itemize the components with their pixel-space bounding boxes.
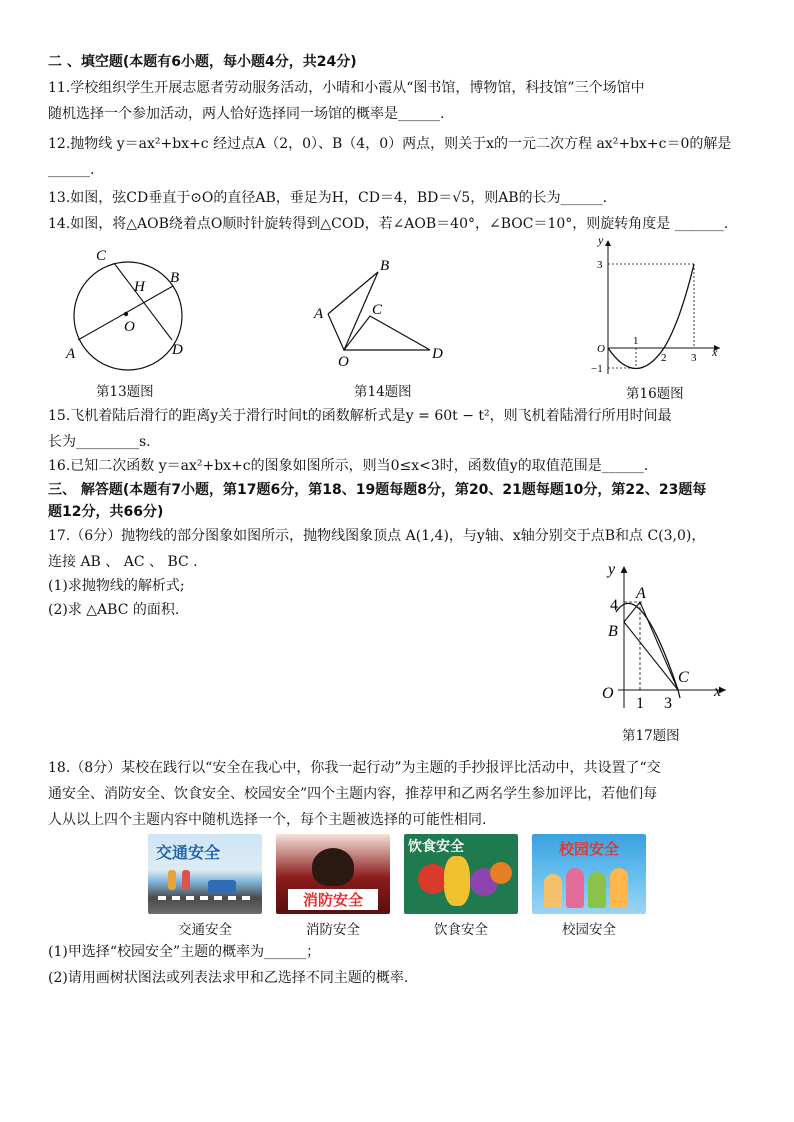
label-c: C: [96, 248, 107, 264]
poster-campus-safety: [532, 834, 646, 914]
origin-label: O: [602, 685, 614, 702]
figure-16-caption: 第16题图: [626, 386, 684, 402]
question-17-part-2: (2)求 △ABC 的面积.: [48, 602, 180, 618]
origin-label: O: [597, 343, 605, 355]
label-o: O: [124, 319, 135, 335]
poster-caption-campus: 校园安全: [562, 922, 616, 938]
question-11-line-1: 11.学校组织学生开展志愿者劳动服务活动，小晴和小霞从“图书馆，博物馆，科技馆”三个场馆中: [48, 80, 645, 96]
figure-17-parabola-graph: [594, 558, 734, 718]
center-point: [124, 312, 128, 316]
circle-o: [74, 262, 182, 370]
parabola-curve: [616, 603, 680, 698]
label-o: O: [338, 354, 349, 370]
question-18-part-2: (2)请用画树状图法或列表法求甲和乙选择不同主题的概率.: [48, 970, 409, 986]
figure-13-circle-diagram: [60, 244, 200, 380]
question-12-line-2: ______.: [48, 162, 95, 178]
label-d: D: [432, 346, 443, 362]
question-18-part-1: (1)甲选择“校园安全”主题的概率为______；: [48, 944, 321, 960]
label-d: D: [172, 342, 183, 358]
figure-14-rotation-diagram: [308, 254, 458, 372]
question-18-line-1: 18.（8分）某校在践行以“安全在我心中，你我一起行动”为主题的手抄报评比活动中，共设置了“交: [48, 760, 661, 776]
label-c: C: [678, 669, 689, 686]
label-b: B: [608, 623, 618, 640]
question-17-line-2: 连接 AB 、 AC 、 BC .: [48, 554, 198, 570]
tick-y-neg1: −1: [591, 363, 603, 375]
label-b: B: [380, 258, 390, 274]
question-12-line-1: 12.抛物线 y＝ax²+bx+c 经过点A（2，0）、B（4，0）两点，则关于x的一元二次方程 ax²+bx+c＝0的解是: [48, 136, 732, 152]
poster-food-safety: [404, 834, 518, 914]
tick-x-1: 1: [636, 695, 644, 712]
question-17-line-1: 17.（6分）抛物线的部分图象如图所示，抛物线图象顶点 A(1,4)，与y轴、x轴分别交于点B和点 C(3,0)，: [48, 528, 706, 544]
segment-ab: [624, 602, 640, 622]
parabola-curve: [608, 264, 694, 369]
poster-traffic-safety: [148, 834, 262, 914]
figure-16-function-graph: [588, 234, 728, 382]
segment-ac: [640, 602, 678, 690]
poster-banner: 饮食安全: [408, 839, 464, 855]
section-heading-answer-line-2: 题12分，共66分): [48, 504, 164, 520]
tick-y-4: 4: [610, 597, 618, 614]
label-a: A: [636, 585, 646, 602]
figure-17-caption: 第17题图: [622, 728, 680, 744]
tick-x-3: 3: [691, 352, 697, 364]
segment-bc: [624, 622, 678, 690]
question-11-line-2: 随机选择一个参加活动，两人恰好选择同一场馆的概率是______.: [48, 106, 445, 122]
axis-y-label: y: [598, 234, 604, 247]
poster-fire-safety: [276, 834, 390, 914]
figure-13-caption: 第13题图: [96, 384, 154, 400]
poster-banner: 交通安全: [156, 843, 221, 862]
question-15-line-1: 15.飞机着陆后滑行的距离y关于滑行时间t的函数解析式是y = 60t − t²，则飞机着陆滑行所用时间最: [48, 408, 672, 424]
label-c: C: [372, 302, 383, 318]
axis-x-label: x: [712, 345, 718, 359]
question-18-line-3: 人从以上四个主题内容中随机选择一个，每个主题被选择的可能性相同.: [48, 812, 487, 828]
label-a: A: [314, 306, 324, 322]
question-14: 14.如图，将△AOB绕着点O顺时针旋转得到△COD，若∠AOB＝40°，∠BOC＝10°，则旋转角度是 _______.: [48, 216, 729, 232]
poster-caption-fire: 消防安全: [306, 922, 360, 938]
tick-x-1: 1: [633, 335, 639, 347]
question-16: 16.已知二次函数 y＝ax²+bx+c的图象如图所示，则当0≤x<3时，函数值y的取值范围是______.: [48, 458, 649, 474]
label-b: B: [170, 270, 180, 286]
poster-banner: 校园安全: [558, 840, 619, 858]
label-a: A: [66, 346, 76, 362]
section-heading-fill-blank: 二 、填空题(本题有6小题，每小题4分，共24分): [48, 54, 357, 70]
question-17-part-1: (1)求抛物线的解析式;: [48, 578, 185, 594]
tick-x-3: 3: [664, 695, 672, 712]
tick-y-3: 3: [597, 259, 603, 271]
poster-caption-traffic: 交通安全: [178, 922, 232, 938]
poster-caption-food: 饮食安全: [434, 922, 488, 938]
tick-x-2: 2: [661, 352, 667, 364]
axis-x-label: x: [714, 683, 722, 700]
question-18-line-2: 通安全、消防安全、饮食安全、校园安全”四个主题内容，推荐甲和乙两名学生参加评比，若他们每: [48, 786, 658, 802]
section-heading-answer-line-1: 三、 解答题(本题有7小题，第17题6分，第18、19题每题8分，第20、21题每题10分，第22、23题每: [48, 482, 707, 498]
poster-banner: 消防安全: [288, 889, 378, 910]
axis-y-label: y: [608, 561, 616, 578]
figure-14-caption: 第14题图: [354, 384, 412, 400]
question-15-line-2: 长为_________s.: [48, 434, 151, 450]
label-h: H: [134, 279, 145, 295]
question-13: 13.如图，弦CD垂直于⊙O的直径AB，垂足为H，CD＝4，BD＝√5，则AB的长为______.: [48, 190, 608, 206]
